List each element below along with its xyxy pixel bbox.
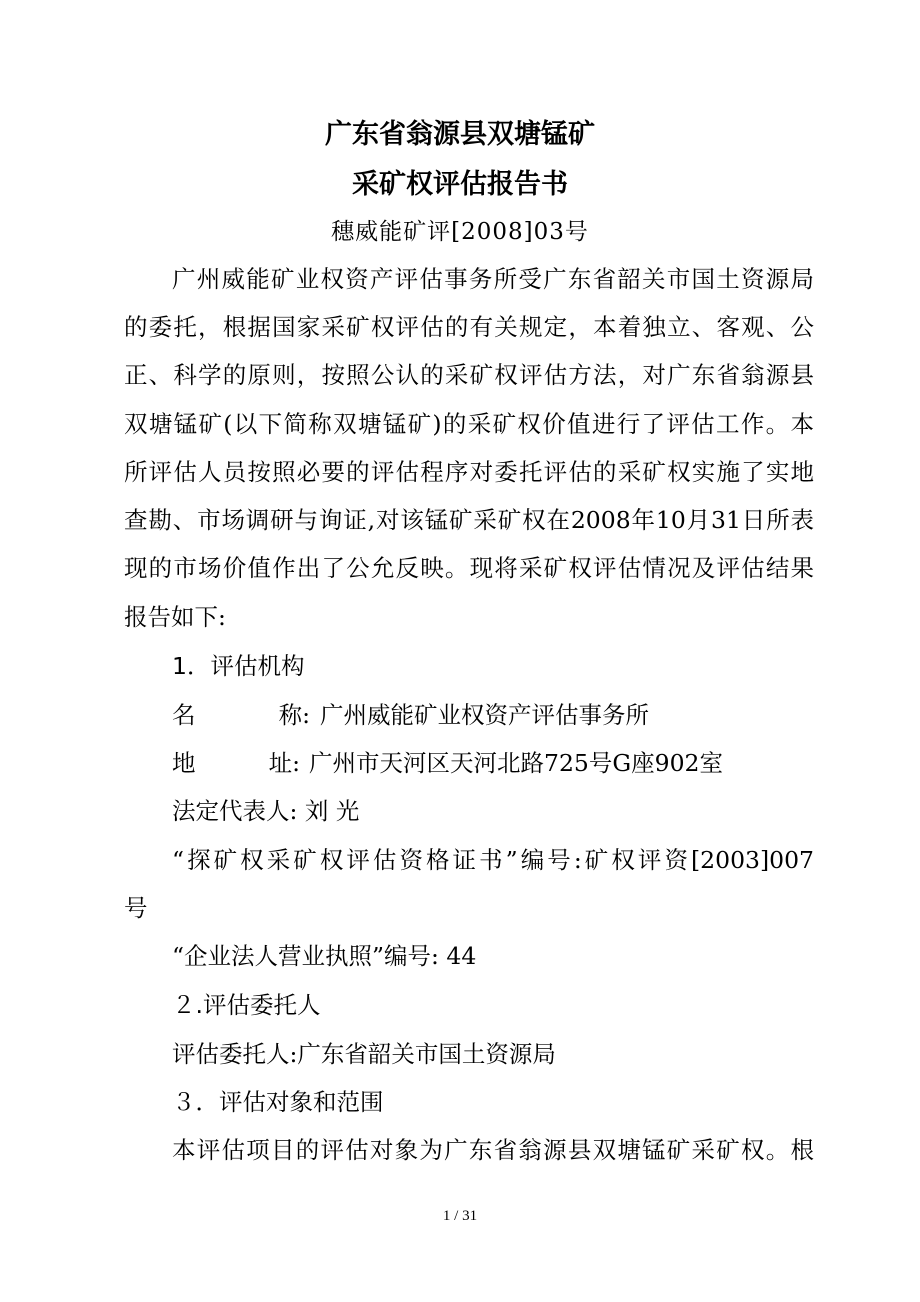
institution-address-value: 广州市天河区天河北路725号G座902室 bbox=[309, 749, 723, 777]
intro-line-6: 查勘、市场调研与询证,对该锰矿采矿权在2008年10月31日所表 bbox=[124, 506, 814, 534]
section-heading-1: 1．评估机构 bbox=[172, 652, 305, 680]
document-title-line1: 广东省翁源县双塘锰矿 bbox=[325, 119, 595, 150]
intro-line-5: 所评估人员按照必要的评估程序对委托评估的采矿权实施了实地 bbox=[124, 458, 814, 486]
intro-line-1: 广州威能矿业权资产评估事务所受广东省韶关市国土资源局 bbox=[172, 265, 814, 293]
institution-name-value: 广州威能矿业权资产评估事务所 bbox=[320, 701, 649, 729]
intro-line-7: 现的市场价值作出了公允反映。现将采矿权评估情况及评估结果 bbox=[124, 554, 814, 582]
legal-representative: 法定代表人: 刘 光 bbox=[172, 797, 360, 825]
section3-text-line: 本评估项目的评估对象为广东省翁源县双塘锰矿采矿权。根 bbox=[172, 1136, 814, 1164]
institution-address-row bbox=[172, 748, 723, 778]
section-heading-3: ３．评估对象和范围 bbox=[172, 1088, 384, 1116]
intro-line-3: 正、科学的原则，按照公认的采矿权评估方法，对广东省翁源县 bbox=[124, 361, 814, 389]
certificate-number-line2: 号 bbox=[124, 894, 148, 922]
page-number-footer: 1 / 31 bbox=[442, 1208, 478, 1224]
business-license-number: “企业法人营业执照”编号: 44 bbox=[172, 942, 477, 970]
institution-address-label: 地 址: bbox=[172, 749, 300, 777]
intro-line-4: 双塘锰矿(以下简称双塘锰矿)的采矿权价值进行了评估工作。本 bbox=[124, 410, 814, 438]
report-number: 穗威能矿评[2008]03号 bbox=[331, 219, 589, 245]
document-title-line2: 采矿权评估报告书 bbox=[352, 169, 568, 200]
certificate-number-line1: “探矿权采矿权评估资格证书”编号:矿权评资[2003]007 bbox=[172, 846, 814, 874]
intro-line-8: 报告如下: bbox=[124, 603, 226, 631]
institution-name-label: 名 称: bbox=[172, 701, 310, 729]
institution-name-row bbox=[172, 700, 649, 730]
intro-line-2: 的委托，根据国家采矿权评估的有关规定，本着独立、客观、公 bbox=[124, 313, 814, 341]
section-heading-2: ２.评估委托人 bbox=[172, 991, 321, 1019]
client-line: 评估委托人:广东省韶关市国土资源局 bbox=[172, 1040, 556, 1068]
